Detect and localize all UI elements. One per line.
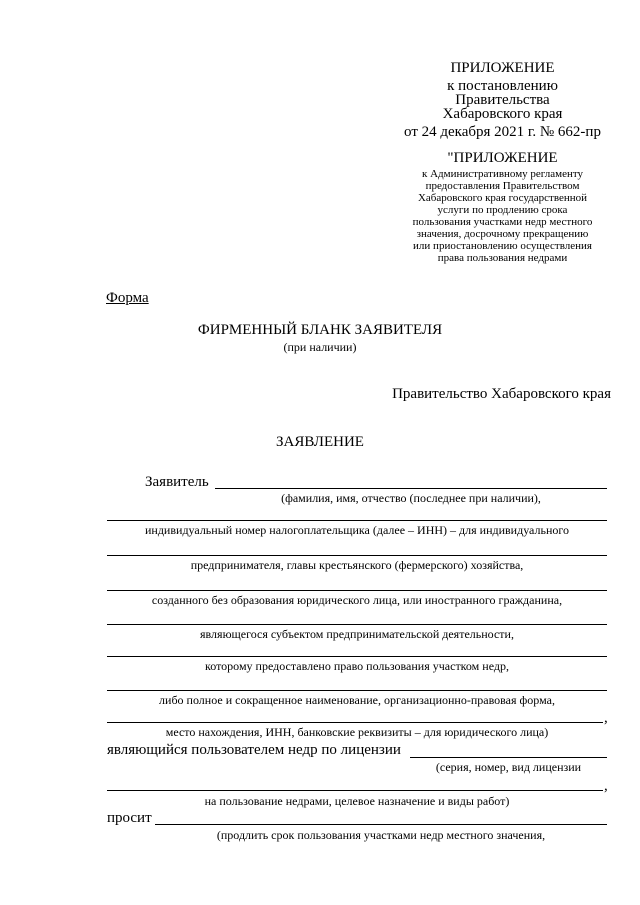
license-caption: (серия, номер, вид лицензии bbox=[435, 760, 582, 774]
license-field-line bbox=[410, 757, 607, 758]
trailing-comma: , bbox=[604, 778, 608, 794]
applicant-field-line bbox=[107, 555, 607, 556]
appendix2-line: пользования участками недр местного bbox=[412, 216, 593, 228]
appendix2-line: Хабаровского края государственной bbox=[417, 192, 588, 204]
appendix-title: ПРИЛОЖЕНИЕ bbox=[450, 60, 555, 76]
applicant-field-line bbox=[215, 488, 607, 489]
document-title: ЗАЯВЛЕНИЕ bbox=[276, 434, 364, 450]
letterhead-note: (при наличии) bbox=[283, 340, 357, 354]
requests-field-line bbox=[155, 824, 607, 825]
field-caption: являющегося субъектом предпринимательской деятельности, bbox=[200, 627, 514, 641]
license-caption: на пользование недрами, целевое назначение и виды работ) bbox=[204, 794, 510, 808]
field-caption: созданного без образования юридического лица, или иностранного гражданина, bbox=[151, 593, 563, 607]
appendix2-line: или приостановлению осуществления bbox=[413, 240, 592, 252]
applicant-field-line bbox=[107, 590, 607, 591]
appendix2-line: права пользования недрами bbox=[437, 252, 568, 264]
field-caption: место нахождения, ИНН, банковские реквизиты – для юридического лица) bbox=[165, 725, 549, 739]
appendix-line: Правительства bbox=[455, 92, 550, 108]
appendix2-line: к Административному регламенту bbox=[421, 168, 584, 180]
appendix-date: от 24 декабря 2021 г. № 662-пр bbox=[404, 124, 601, 140]
license-field-line bbox=[107, 790, 603, 791]
appendix2-text bbox=[390, 168, 615, 264]
trailing-comma: , bbox=[604, 710, 608, 726]
field-caption: либо полное и сокращенное наименование, организационно-правовая форма, bbox=[159, 693, 555, 707]
appendix-line: к постановлению bbox=[447, 78, 558, 94]
license-label: являющийся пользователем недр по лицензии bbox=[107, 742, 401, 758]
appendix2-line: услуги по продлению срока bbox=[437, 204, 568, 216]
applicant-field-line bbox=[107, 690, 607, 691]
appendix-line: Хабаровского края bbox=[442, 106, 563, 122]
appendix2-line: предоставления Правительством bbox=[425, 180, 580, 192]
appendix2-title: "ПРИЛОЖЕНИЕ bbox=[447, 150, 558, 166]
applicant-label: Заявитель bbox=[145, 474, 209, 490]
appendix2-line: значения, досрочному прекращению bbox=[416, 228, 589, 240]
applicant-field-line bbox=[107, 520, 607, 521]
field-caption: индивидуальный номер налогоплательщика (далее – ИНН) – для индивидуального bbox=[144, 523, 569, 537]
requests-label: просит bbox=[107, 810, 152, 826]
field-caption: (фамилия, имя, отчество (последнее при наличии), bbox=[281, 491, 541, 505]
applicant-field-line bbox=[107, 656, 607, 657]
field-caption: предпринимателя, главы крестьянского (фермерского) хозяйства, bbox=[190, 558, 524, 572]
requests-caption: (продлить срок пользования участками недр местного значения, bbox=[216, 828, 546, 842]
field-caption: которому предоставлено право пользования участком недр, bbox=[205, 659, 509, 673]
applicant-field-line bbox=[107, 624, 607, 625]
addressee: Правительство Хабаровского края bbox=[392, 386, 611, 402]
letterhead-title: ФИРМЕННЫЙ БЛАНК ЗАЯВИТЕЛЯ bbox=[197, 322, 443, 338]
applicant-field-line bbox=[107, 722, 603, 723]
form-label: Форма bbox=[106, 290, 149, 306]
